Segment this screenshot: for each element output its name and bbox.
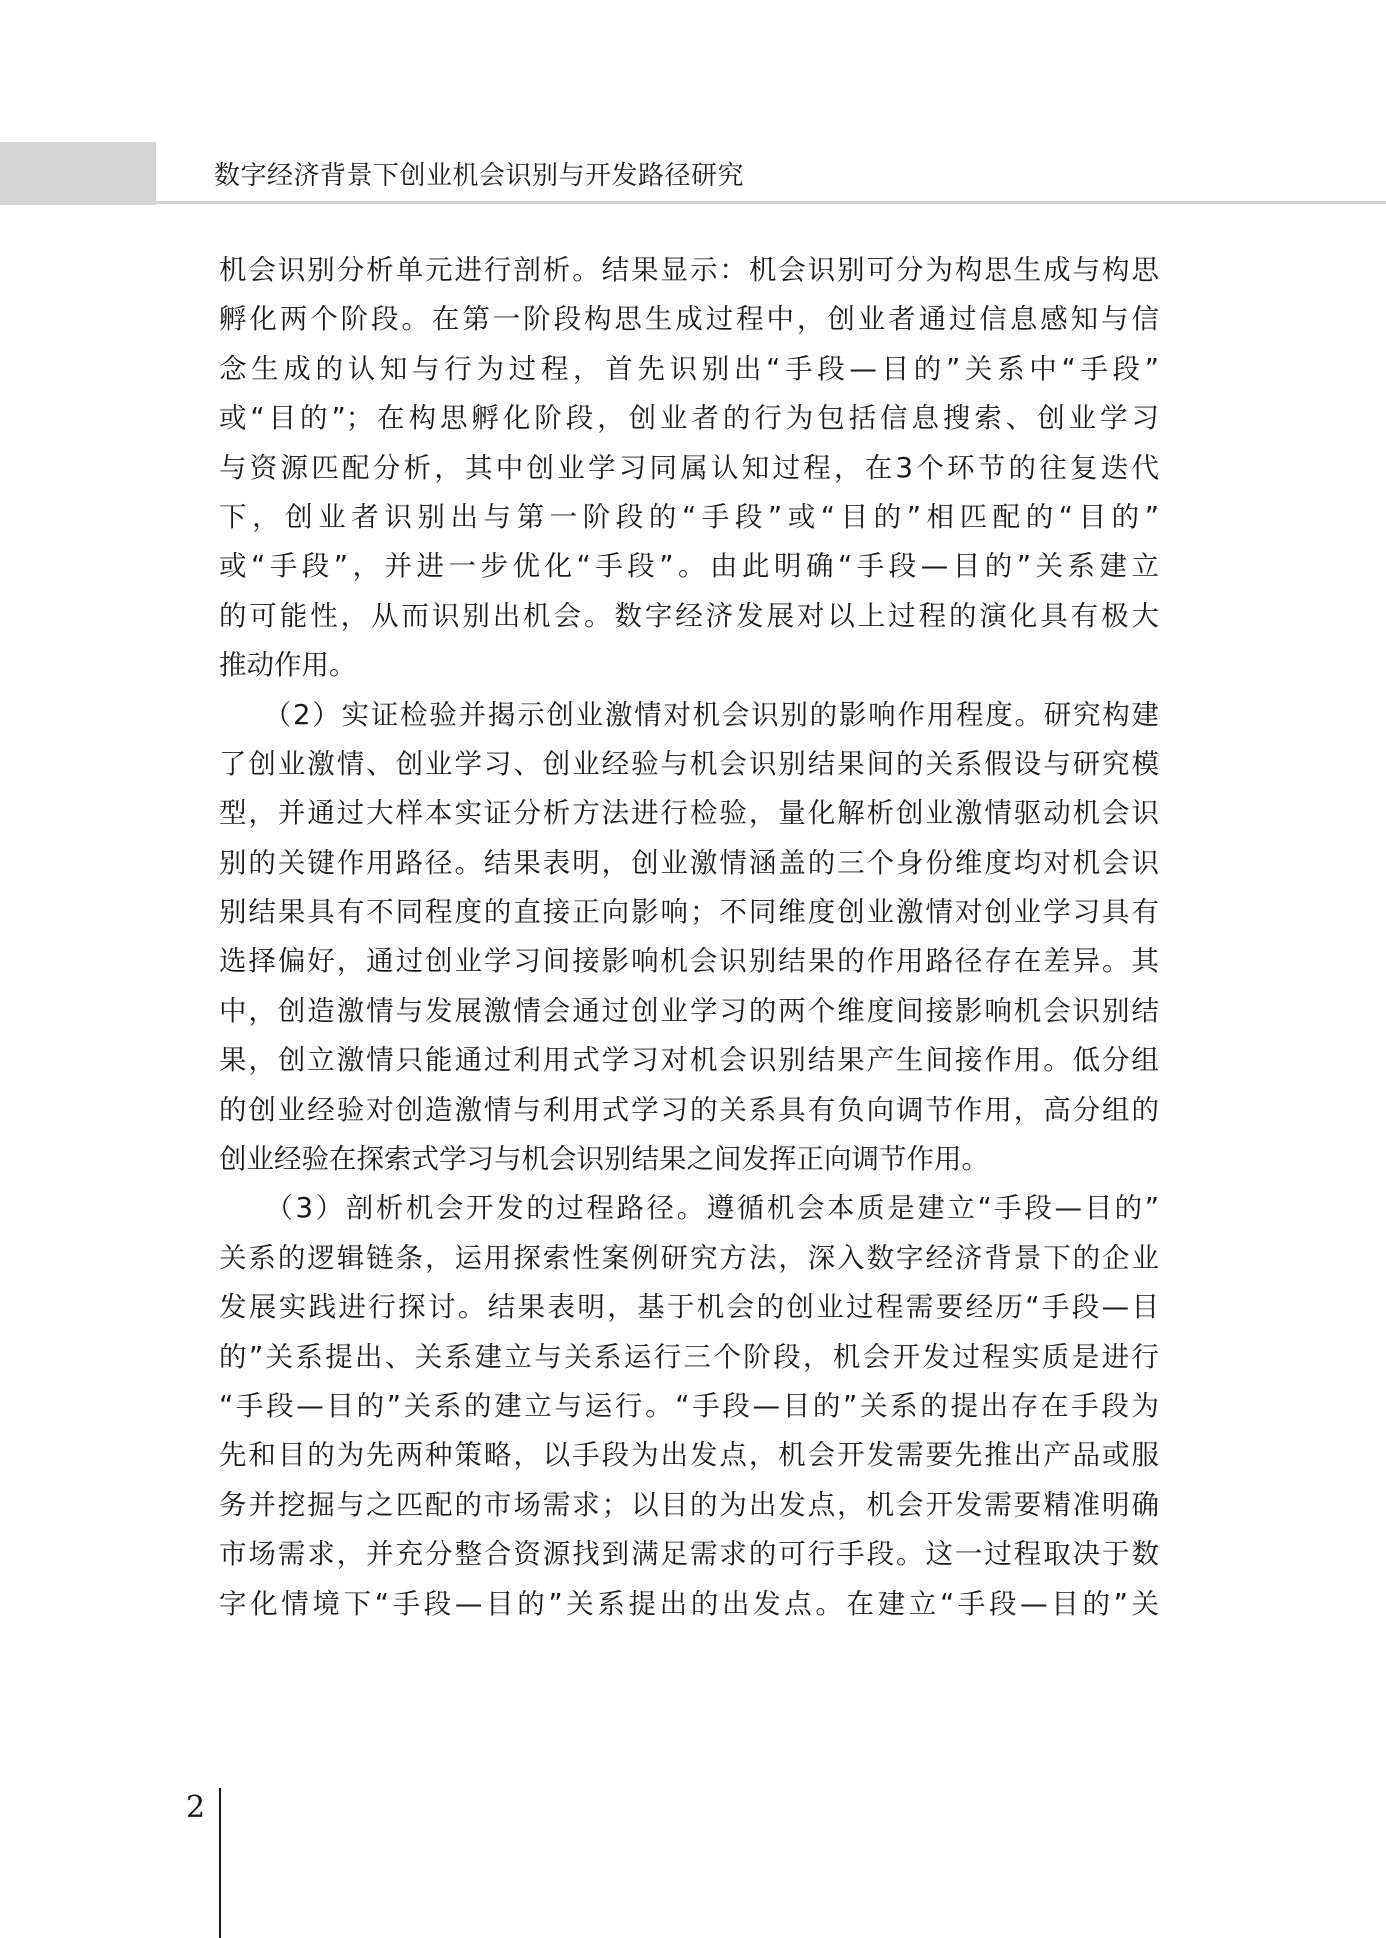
text-line: 的”关系提出、关系建立与关系运行三个阶段，机会开发过程实质是进行 [219,1340,1159,1373]
text-line: （2）实证检验并揭示创业激情对机会识别的影响作用程度。研究构建 [219,698,1159,731]
text-line: 别结果具有不同程度的直接正向影响；不同维度创业激情对创业学习具有 [219,896,1159,929]
header-band [0,142,156,205]
header-rule [0,201,1386,204]
text-line: 的可能性，从而识别出机会。数字经济发展对以上过程的演化具有极大 [219,599,1159,632]
text-line: 选择偏好，通过创业学习间接影响机会识别结果的作用路径存在差异。其 [219,945,1159,978]
text-line: “手段—目的”关系的建立与运行。“手段—目的”关系的提出存在手段为 [219,1389,1159,1422]
text-line: 先和目的为先两种策略，以手段为出发点，机会开发需要先推出产品或服 [219,1439,1159,1472]
text-line: （3）剖析机会开发的过程路径。遵循机会本质是建立“手段—目的” [219,1192,1159,1225]
text-line: 字化情境下“手段—目的”关系提出的出发点。在建立“手段—目的”关 [219,1587,1159,1620]
text-line: 发展实践进行探讨。结果表明，基于机会的创业过程需要经历“手段—目 [219,1291,1159,1324]
text-line: 或“手段”，并进一步优化“手段”。由此明确“手段—目的”关系建立 [219,550,1159,583]
text-line: 孵化两个阶段。在第一阶段构思生成过程中，创业者通过信息感知与信 [219,303,1159,336]
text-line: 或“目的”；在构思孵化阶段，创业者的行为包括信息搜索、创业学习 [219,402,1159,435]
text-line: 别的关键作用路径。结果表明，创业激情涵盖的三个身份维度均对机会识 [219,846,1159,879]
text-line: 的创业经验对创造激情与利用式学习的关系具有负向调节作用，高分组的 [219,1093,1159,1126]
page-number: 2 [186,1790,206,1825]
running-title: 数字经济背景下创业机会识别与开发路径研究 [214,161,745,191]
text-line: 市场需求，并充分整合资源找到满足需求的可行手段。这一过程取决于数 [219,1538,1159,1571]
text-line: 中，创造激情与发展激情会通过创业学习的两个维度间接影响机会识别结 [219,994,1159,1027]
text-line: 果，创立激情只能通过利用式学习对机会识别结果产生间接作用。低分组 [219,1044,1159,1077]
text-line: 务并挖掘与之匹配的市场需求；以目的为出发点，机会开发需要精准明确 [219,1488,1159,1521]
gutter-rule [219,1788,221,1938]
text-line: 创业经验在探索式学习与机会识别结果之间发挥正向调节作用。 [219,1143,989,1176]
text-line: 念生成的认知与行为过程，首先识别出“手段—目的”关系中“手段” [219,352,1159,385]
text-line: 型，并通过大样本实证分析方法进行检验，量化解析创业激情驱动机会识 [219,797,1159,830]
text-line: 推动作用。 [219,649,357,682]
text-line: 关系的逻辑链条，运用探索性案例研究方法，深入数字经济背景下的企业 [219,1241,1159,1274]
text-line: 了创业激情、创业学习、创业经验与机会识别结果间的关系假设与研究模 [219,747,1159,780]
body-text [219,246,1159,1629]
text-line: 机会识别分析单元进行剖析。结果显示：机会识别可分为构思生成与构思 [219,254,1159,286]
text-line: 与资源匹配分析，其中创业学习同属认知过程，在3个环节的往复迭代 [219,451,1159,484]
text-line: 下，创业者识别出与第一阶段的“手段”或“目的”相匹配的“目的” [219,500,1159,533]
